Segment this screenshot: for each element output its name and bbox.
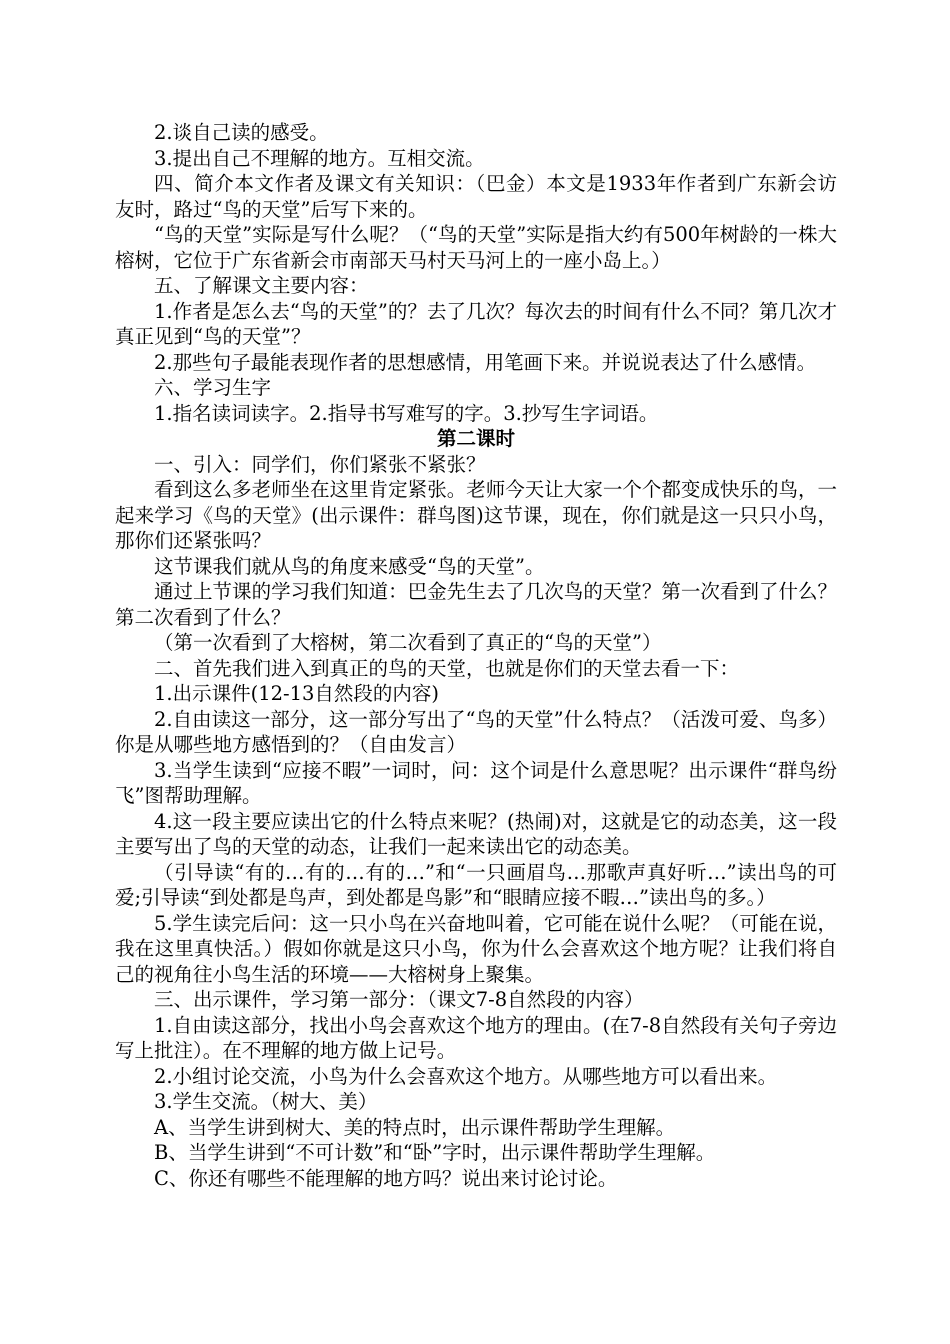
paragraph: 五、了解课文主要内容： [154, 274, 369, 297]
paragraph: 四、简介本文作者及课文有关知识：（巴金）本文是1933年作者到广东新会访友时，路过“鸟的天堂”后写下来的。 [115, 172, 837, 221]
paragraph: 1.自由读这部分，找出小鸟会喜欢这个地方的理由。(在7-8自然段有关句子旁边写上批注）。在不理解的地方做上记号。 [115, 1013, 837, 1062]
paragraph: B、当学生讲到“不可计数”和“卧”字时，出示课件帮助学生理解。 [154, 1141, 716, 1164]
paragraph: 3.当学生读到“应接不暇”一词时，问：这个词是什么意思呢？出示课件“群鸟纷飞”图帮助理解。 [115, 758, 837, 807]
paragraph: 3.学生交流。（树大、美） [154, 1090, 378, 1113]
paragraph: 3.提出自己不理解的地方。互相交流。 [154, 146, 485, 170]
paragraph: 看到这么多老师坐在这里肯定紧张。老师今天让大家一个个都变成快乐的鸟，一起来学习《鸟的天堂》(出示课件：群鸟图)这节课，现在，你们就是这一只只小鸟，那你们还紧张吗？ [115, 478, 837, 552]
paragraph: 5.学生读完后问：这一只小鸟在兴奋地叫着，它可能在说什么呢？（可能在说，我在这里真快活。）假如你就是这只小鸟，你为什么会喜欢这个地方呢？让我们将自己的视角往小鸟生活的环境——大榕树身上聚集。 [115, 911, 837, 986]
paragraph: A、当学生讲到树大、美的特点时，出示课件帮助学生理解。 [154, 1115, 676, 1139]
paragraph: 2.谈自己读的感受。 [154, 121, 329, 144]
paragraph: 2.小组讨论交流，小鸟为什么会喜欢这个地方。从哪些地方可以看出来。 [154, 1064, 778, 1088]
paragraph: 二、首先我们进入到真正的鸟的天堂，也就是你们的天堂去看一下： [154, 656, 740, 680]
paragraph: 2.自由读这一部分，这一部分写出了“鸟的天堂”什么特点？（活泼可爱、鸟多）你是从哪些地方感悟到的？（自由发言） [115, 707, 837, 756]
paragraph: 1.作者是怎么去“鸟的天堂”的？去了几次？每次去的时间有什么不同？第几次才真正见到“鸟的天堂”？ [115, 299, 837, 348]
paragraph: 六、学习生字 [154, 376, 272, 399]
paragraph: C、你还有哪些不能理解的地方吗？说出来讨论讨论。 [154, 1166, 618, 1190]
section-title: 第二课时 [436, 427, 515, 450]
paragraph: （第一次看到了大榕树，第二次看到了真正的“鸟的天堂”） [154, 631, 662, 654]
paragraph: 一、引入：同学们，你们紧张不紧张？ [154, 452, 486, 476]
paragraph: 这节课我们就从鸟的角度来感受“鸟的天堂”。 [154, 554, 545, 578]
paragraph: （引导读“有的…有的…有的…”和“一只画眉鸟…那歌声真好听…”读出鸟的可爱;引导读“到处都是鸟声，到处都是鸟影”和“眼睛应接不暇…”读出鸟的多。） [115, 860, 837, 909]
paragraph: 1.出示课件(12-13自然段的内容) [154, 682, 440, 705]
paragraph: 三、出示课件，学习第一部分：（课文7-8自然段的内容） [154, 988, 644, 1011]
paragraph: 2.那些句子最能表现作者的思想感情，用笔画下来。并说说表达了什么感情。 [154, 350, 817, 374]
document-body [115, 120, 837, 1191]
paragraph: 1.指名读词读字。2.指导书写难写的字。3.抄写生字词语。 [154, 401, 659, 425]
paragraph: “鸟的天堂”实际是写什么呢？（“鸟的天堂”实际是指大约有500年树龄的一株大榕树，它位于广东省新会市南部天马村天马河上的一座小岛上。） [115, 223, 837, 272]
paragraph: 通过上节课的学习我们知道：巴金先生去了几次鸟的天堂？第一次看到了什么？第二次看到了什么？ [115, 580, 837, 629]
paragraph: 4.这一段主要应读出它的什么特点来呢？(热闹)对，这就是它的动态美，这一段主要写出了鸟的天堂的动态，让我们一起来读出它的动态美。 [115, 809, 837, 858]
